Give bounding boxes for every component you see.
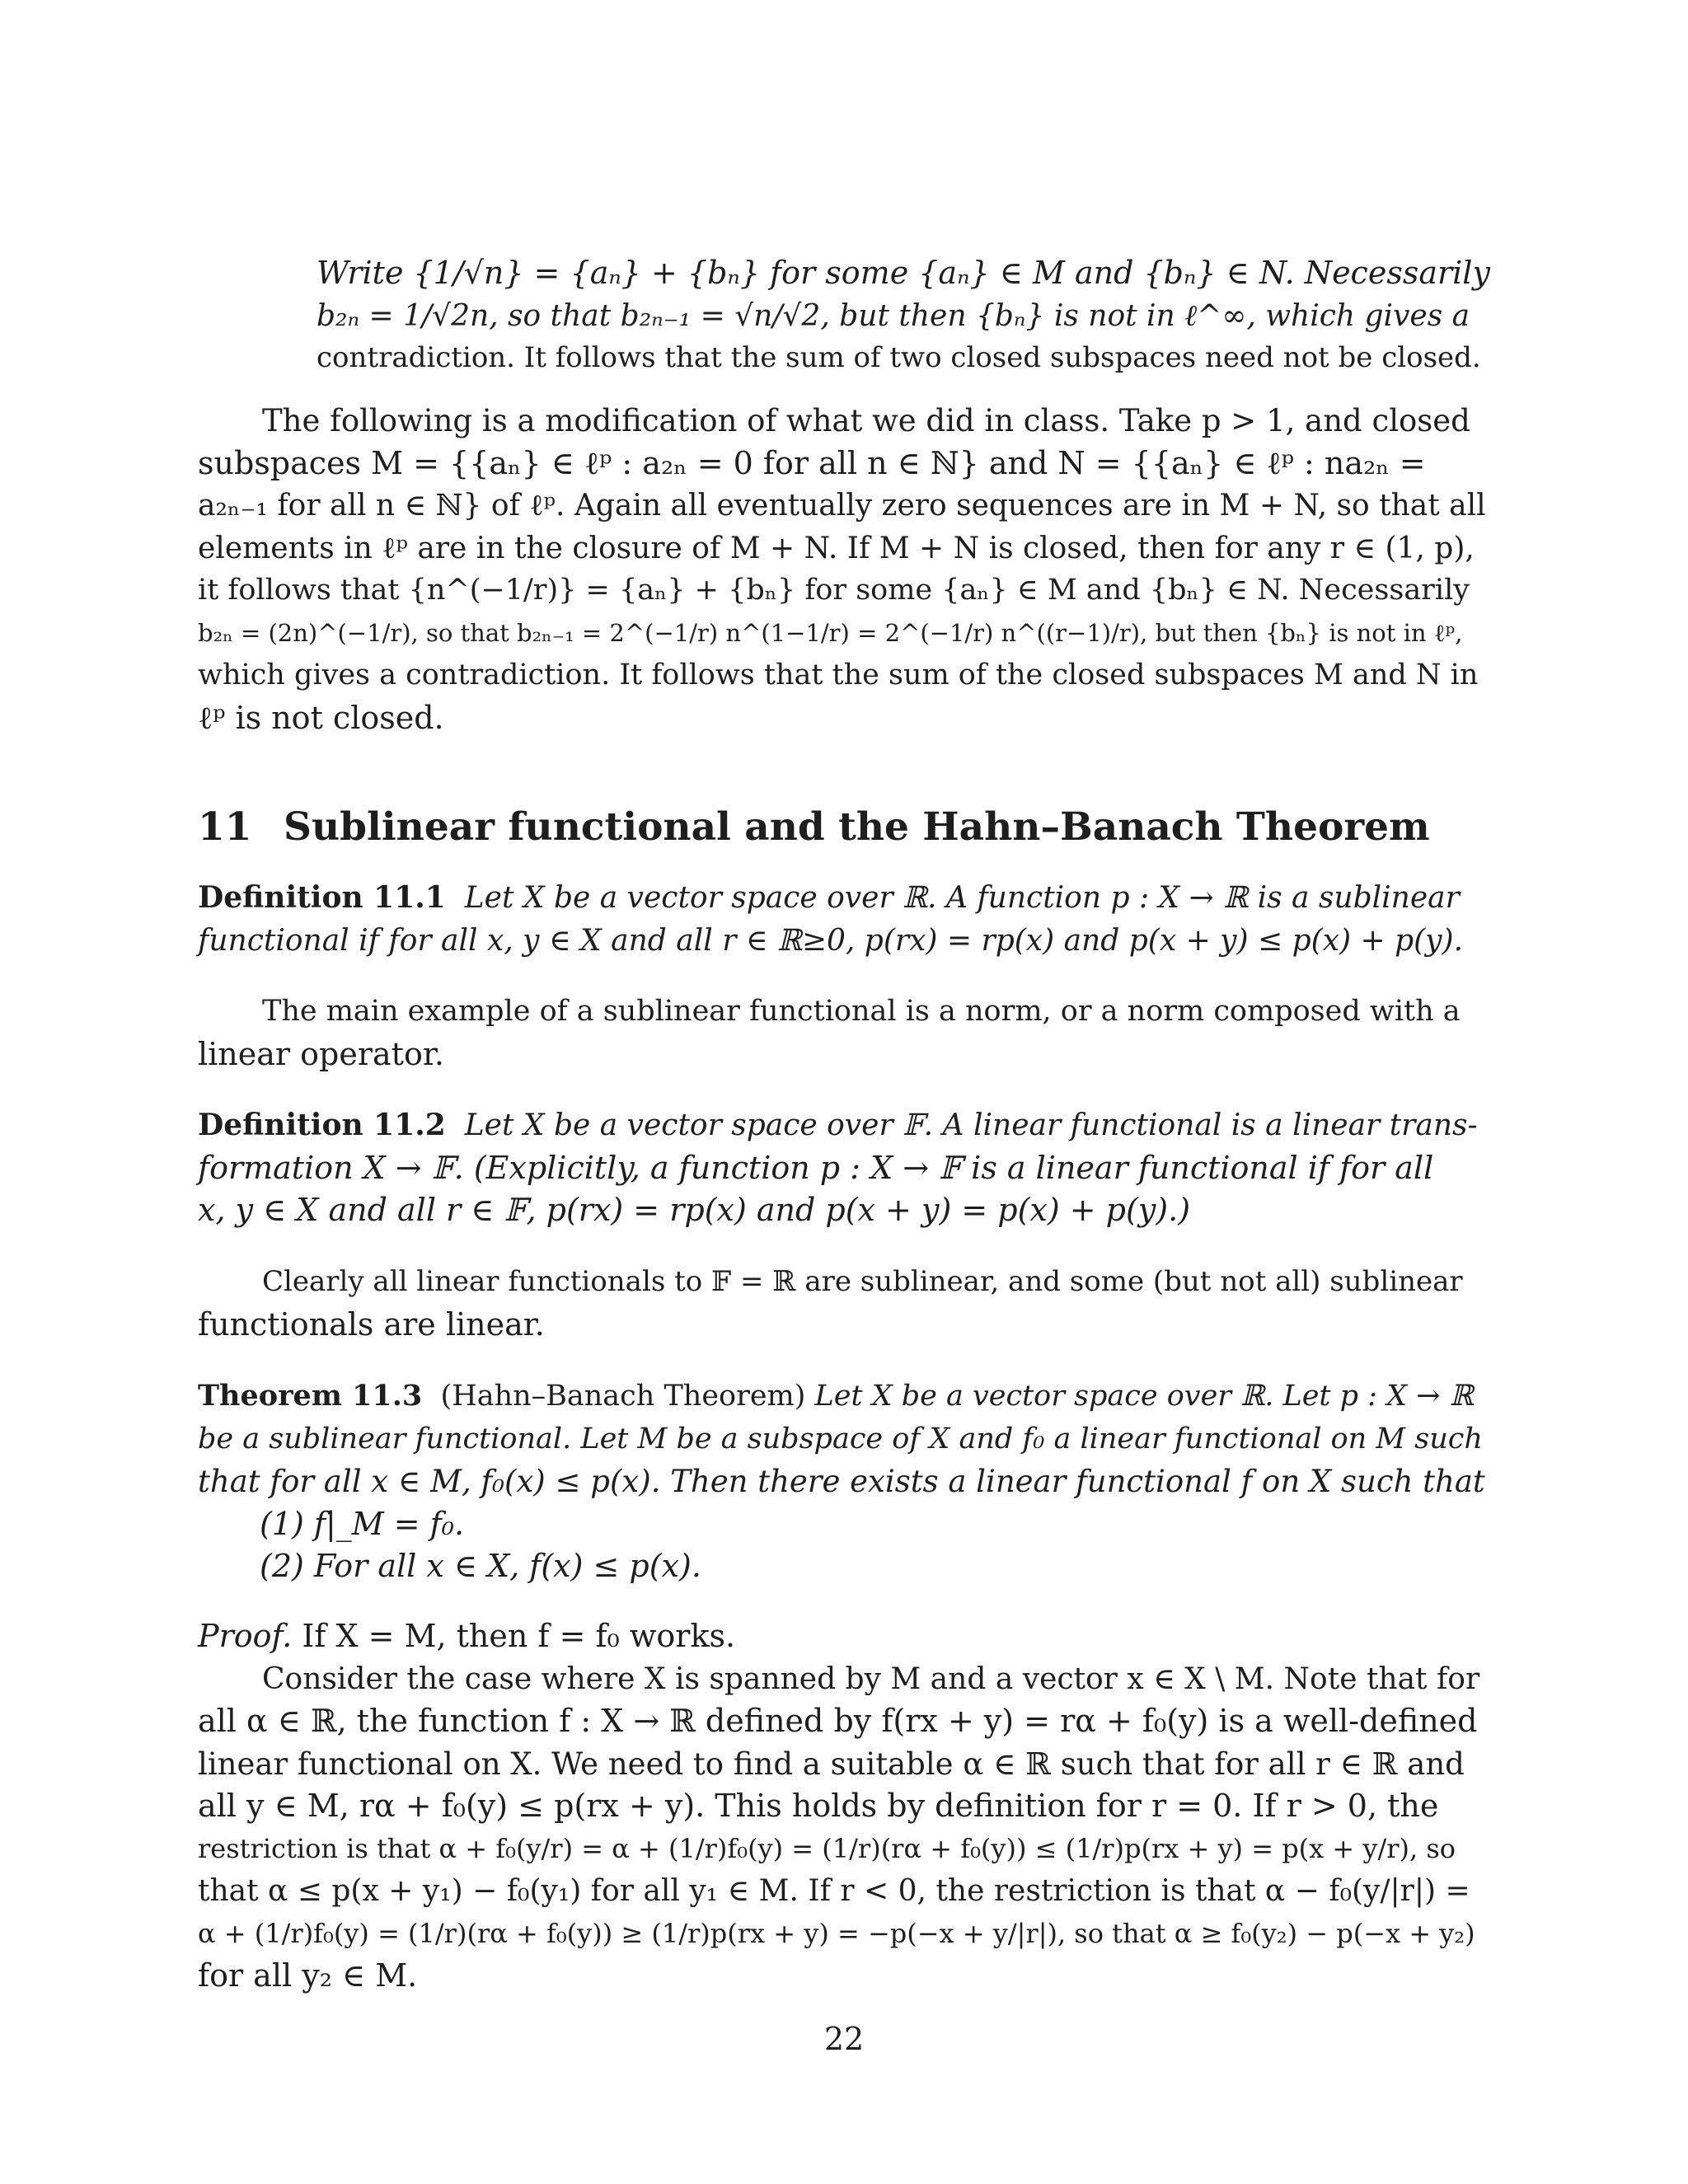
text-line: be a sublinear functional. Let M be a subspace of X and f₀ a linear functional on M such bbox=[198, 1422, 1483, 1455]
text-line: it follows that {n^(−1/r)} = {aₙ} + {bₙ} for some {aₙ} ∈ M and {bₙ} ∈ N. Necessarily bbox=[198, 574, 1470, 607]
text-line bbox=[198, 877, 1492, 920]
theorem-item: (2) For all x ∈ X, f(x) ≤ p(x). bbox=[260, 1548, 701, 1584]
text-line: that α ≤ p(x + y₁) − f₀(y₁) for all y₁ ∈ M. If r < 0, the restriction is that α − f₀(y/|r|) = bbox=[198, 1874, 1470, 1908]
text-line bbox=[198, 1375, 1492, 1418]
text-line bbox=[198, 1104, 1492, 1147]
text-line: subspaces M = {{aₙ} ∈ ℓᵖ : a₂ₙ = 0 for all n ∈ ℕ} and N = {{aₙ} ∈ ℓᵖ : na₂ₙ = bbox=[198, 444, 1426, 481]
text-line: The main example of a sublinear functional is a norm, or a norm composed with a bbox=[262, 995, 1461, 1028]
text-line: ℓᵖ is not closed. bbox=[198, 699, 444, 736]
definition-11-1 bbox=[198, 877, 1492, 962]
text-line: Clearly all linear functionals to 𝔽 = ℝ are sublinear, and some (but not all) sublinear bbox=[262, 1265, 1463, 1298]
text-line: x, y ∈ X and all r ∈ 𝔽, p(rx) = rp(x) and p(x + y) = p(x) + p(y).) bbox=[198, 1192, 1191, 1228]
definition-label: Definition 11.1 bbox=[198, 880, 446, 915]
proof-first-line: If X = M, then f = f₀ works. bbox=[302, 1618, 736, 1654]
text-line bbox=[198, 1615, 1492, 1658]
text-line: functional if for all x, y ∈ X and all r ∈ ℝ≥0, p(rx) = rp(x) and p(x + y) ≤ p(x) + p(y). bbox=[198, 923, 1464, 958]
text-line: for all y₂ ∈ M. bbox=[198, 1957, 418, 1994]
remark-block bbox=[316, 252, 1492, 380]
proof-label: Proof. bbox=[198, 1618, 293, 1654]
text-line: b₂ₙ = (2n)^(−1/r), so that b₂ₙ₋₁ = 2^(−1/r) n^(1−1/r) = 2^(−1/r) n^((r−1)/r), but then {bₙ} is not in ℓᵖ, bbox=[198, 618, 1463, 647]
text-line: which gives a contradiction. It follows that the sum of the closed subspaces M and N in bbox=[198, 658, 1479, 691]
section-title: Sublinear functional and the Hahn–Banach Theorem bbox=[284, 804, 1430, 850]
clearly-paragraph bbox=[198, 1261, 1492, 1346]
theorem-label: Theorem 11.3 bbox=[198, 1379, 423, 1413]
text-line: linear functional on X. We need to find a suitable α ∈ ℝ such that for all r ∈ ℝ and bbox=[198, 1746, 1465, 1782]
text-line: all α ∈ ℝ, the function f : X → ℝ defined by f(rx + y) = rα + f₀(y) is a well-defined bbox=[198, 1703, 1478, 1739]
text-line: contradiction. It follows that the sum of two closed subspaces need not be closed. bbox=[316, 341, 1481, 374]
theorem-item: (1) f|_M = f₀. bbox=[260, 1505, 465, 1542]
definition-label: Definition 11.2 bbox=[198, 1108, 446, 1142]
text-line: that for all x ∈ M, f₀(x) ≤ p(x). Then there exists a linear functional f on X such that bbox=[198, 1464, 1485, 1499]
text-line: linear operator. bbox=[198, 1035, 444, 1072]
theorem-name: (Hahn–Banach Theorem) bbox=[440, 1380, 806, 1413]
theorem-11-3 bbox=[198, 1375, 1492, 1588]
definition-text: Let X be a vector space over 𝔽. A linear functional is a linear trans- bbox=[464, 1108, 1478, 1142]
proof bbox=[198, 1615, 1492, 1998]
text-line: b₂ₙ = 1/√2n, so that b₂ₙ₋₁ = √n/√2, but then {bₙ} is not in ℓ^∞, which gives a bbox=[316, 298, 1470, 333]
text-line: restriction is that α + f₀(y/r) = α + (1/r)f₀(y) = (1/r)(rα + f₀(y)) ≤ (1/r)p(rx + y) = p(x + y/r), so bbox=[198, 1832, 1456, 1864]
theorem-text: Let X be a vector space over ℝ. Let p : X → ℝ bbox=[814, 1380, 1474, 1413]
text-line: all y ∈ M, rα + f₀(y) ≤ p(rx + y). This holds by definition for r = 0. If r > 0, the bbox=[198, 1788, 1439, 1824]
section-heading bbox=[198, 804, 1430, 850]
text-line: Write {1/√n} = {aₙ} + {bₙ} for some {aₙ} ∈ M and {bₙ} ∈ N. Necessarily bbox=[316, 255, 1490, 291]
definition-text: Let X be a vector space over ℝ. A function p : X → ℝ is a sublinear bbox=[464, 881, 1460, 915]
text-line: Consider the case where X is spanned by M and a vector x ∈ X \ M. Note that for bbox=[262, 1661, 1480, 1696]
text-line: α + (1/r)f₀(y) = (1/r)(rα + f₀(y)) ≥ (1/r)p(rx + y) = −p(−x + y/|r|), so that α ≥ f₀(y₂) − p(−x + y₂) bbox=[198, 1917, 1475, 1949]
norm-paragraph bbox=[198, 991, 1492, 1076]
section-number: 11 bbox=[198, 804, 252, 850]
text-line: functionals are linear. bbox=[198, 1305, 545, 1343]
page-number: 22 bbox=[823, 2021, 865, 2057]
text-line: a₂ₙ₋₁ for all n ∈ ℕ} of ℓᵖ. Again all eventually zero sequences are in M + N, so that all bbox=[198, 489, 1486, 523]
text-line: elements in ℓᵖ are in the closure of M + N. If M + N is closed, then for any r ∈ (1, p), bbox=[198, 531, 1475, 565]
text-line: formation X → 𝔽. (Explicitly, a function p : X → 𝔽 is a linear functional if for all bbox=[198, 1149, 1434, 1186]
modification-paragraph bbox=[198, 400, 1492, 739]
text-line: The following is a modification of what we did in class. Take p > 1, and closed bbox=[262, 403, 1470, 438]
definition-11-2 bbox=[198, 1104, 1492, 1232]
